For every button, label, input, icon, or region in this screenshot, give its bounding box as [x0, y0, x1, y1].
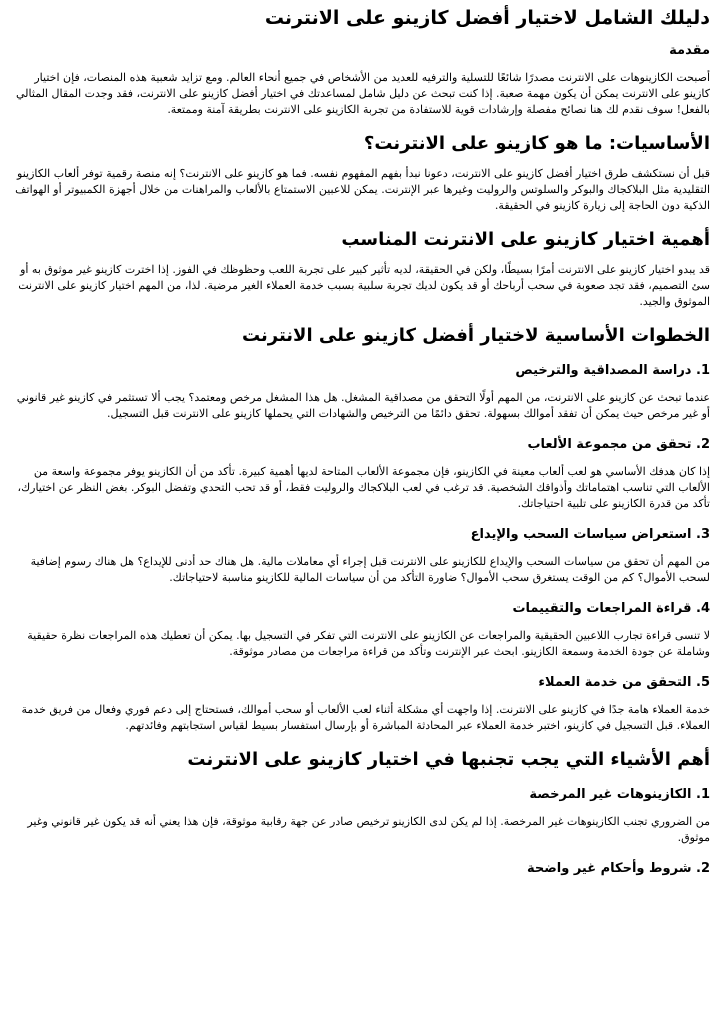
- importance-paragraph: قد يبدو اختيار كازينو على الانترنت أمرًا بسيطًا، ولكن في الحقيقة، لديه تأثير كبير على تجربة اللعب وحظوظك في الفوز. إذا اخترت كازينو غير موثوق به أو سئ التصميم، فقد تجد صعوبة في سحب أرباحك أو قد يكون لديك تجربة سلبية بسبب خدمة العملاء الغير مرضية. لذا، من المهم اختيار كازينو على الانترنت الموثوق والجيد.: [18, 263, 710, 308]
- basics-paragraph: قبل أن نستكشف طرق اختيار أفضل كازينو على الانترنت، دعونا نبدأ بفهم المفهوم نفسه. فما هو كازينو على الانترنت؟ إنه منصة رقمية توفر ألعاب الكازينو التقليدية مثل البلاكجاك والبوكر والسلوتس والروليت وغيرها عبر الإنترنت. يمكن للاعبين الاستمتاع بالألعاب والمراهنات من خلال أجهزة الكمبيوتر أو الهواتف الذكية دون الحاجة إلى زيارة كازينو في الحقيقة.: [15, 167, 710, 212]
- step-paragraph: لا تنسى قراءة تجارب اللاعبين الحقيقية والمراجعات عن الكازينو على الانترنت التي تفكر في التسجيل بها. يمكن أن تعطيك هذه المراجعات نظرة حقيقية وشاملة عن جودة الخدمة وسمعة الكازينو. ابحث عبر الإنترنت وتأكد من قراءة مراجعات من مصادر موثوقة.: [27, 629, 710, 658]
- avoid-item-heading: 1. الكازينوهات غير المرخصة: [529, 787, 710, 802]
- step-paragraph: إذا كان هدفك الأساسي هو لعب ألعاب معينة في الكازينو، فإن مجموعة الألعاب المتاحة لديها أهمية كبيرة. تأكد من أن الكازينو يوفر مجموعة واسعة من الألعاب التي تناسب اهتماماتك وأذواقك الشخصية. قد ترغب في لعب البلاكجاك والروليت فقط، أو قد تحب التحدي وتفضل البوكر. بغض النظر عن اختيارك، تأكد من قدرة الكازينو على تلبية احتياجاتك.: [17, 465, 710, 510]
- basics-section: [12, 132, 710, 214]
- step-heading: 4. قراءة المراجعات والتقييمات: [512, 601, 710, 616]
- steps-section: [12, 324, 710, 734]
- importance-section: [12, 228, 710, 310]
- step-heading: 2. تحقق من مجموعة الألعاب: [527, 437, 710, 452]
- steps-heading: الخطوات الأساسية لاختيار أفضل كازينو على الانترنت: [241, 325, 710, 346]
- page-title: دليلك الشامل لاختيار أفضل كازينو على الانترنت: [264, 7, 710, 29]
- step-paragraph: عندما تبحث عن كازينو على الانترنت، من المهم أولًا التحقق من مصداقية المشغل. هل هذا المشغل مرخص ومعتمد؟ يجب ألا تستثمر في كازينو غير قانوني أو غير مرخص حيث يمكن أن تفقد أموالك بسهولة. تحقق دائمًا من الترخيص والشهادات التي يحملها كازينو على الانترنت قبل التسجيل.: [16, 391, 710, 420]
- avoid-item-paragraph: من الضروري تجنب الكازينوهات غير المرخصة. إذا لم يكن لدى الكازينو ترخيص صادر عن جهة رقابية موثوقة، فإن هذا يعني أنه قد يكون غير قانوني وغير موثوق.: [27, 815, 710, 844]
- avoid-heading: أهم الأشياء التي يجب تجنبها في اختيار كازينو على الانترنت: [187, 749, 710, 770]
- intro-paragraph: أصبحت الكازينوهات على الانترنت مصدرًا شائعًا للتسلية والترفيه للعديد من الأشخاص في جميع أنحاء العالم. ومع تزايد شعبية هذه المنصات، فإن اختيار كازينو على الانترنت يمكن أن يكون مهمة صعبة. إذا كنت تبحث عن دليل شامل لمساعدتك في اختيار أفضل كازينو على الانترنت، فقد وجدت المقال المثالي بالفعل! سوف نقدم لك هنا نصائح مفصلة وإرشادات قوية للاستفادة من تجربة الكازينو على الانترنت بطريقة آمنة وممتعة.: [16, 71, 710, 116]
- step-paragraph: خدمة العملاء هامة جدًا في كازينو على الانترنت. إذا واجهت أي مشكلة أثناء لعب الألعاب أو سحب أموالك، فستحتاج إلى دعم فوري وفعال من فريق خدمة العملاء. قبل التسجيل في كازينو، اختبر خدمة العملاء عبر المحادثة المباشرة أو بإرسال استفسار بسيط لقياس استجابتهم وفائدتهم.: [21, 703, 710, 732]
- basics-heading: الأساسيات: ما هو كازينو على الانترنت؟: [363, 133, 710, 154]
- step-heading: 1. دراسة المصداقية والترخيص: [515, 363, 710, 378]
- article: [0, 6, 720, 878]
- intro-heading: مقدمة: [669, 43, 710, 58]
- intro-section: [12, 42, 710, 118]
- avoid-section: [12, 748, 710, 878]
- avoid-item-heading: 2. شروط وأحكام غير واضحة: [526, 861, 710, 876]
- importance-heading: أهمية اختيار كازينو على الانترنت المناسب: [341, 229, 710, 250]
- step-heading: 5. التحقق من خدمة العملاء: [538, 675, 710, 690]
- step-heading: 3. استعراض سياسات السحب والإيداع: [470, 527, 710, 542]
- step-paragraph: من المهم أن تحقق من سياسات السحب والإيداع للكازينو على الانترنت قبل إجراء أي معاملات مالية. هل هناك حد أدنى للإيداع؟ هل هناك رسوم إضافية لسحب الأموال؟ كم من الوقت يستغرق سحب الأموال؟ ضاورة التأكد من أن سياسات المالية للكازينو مناسبة لاحتياجاتك.: [30, 555, 710, 584]
